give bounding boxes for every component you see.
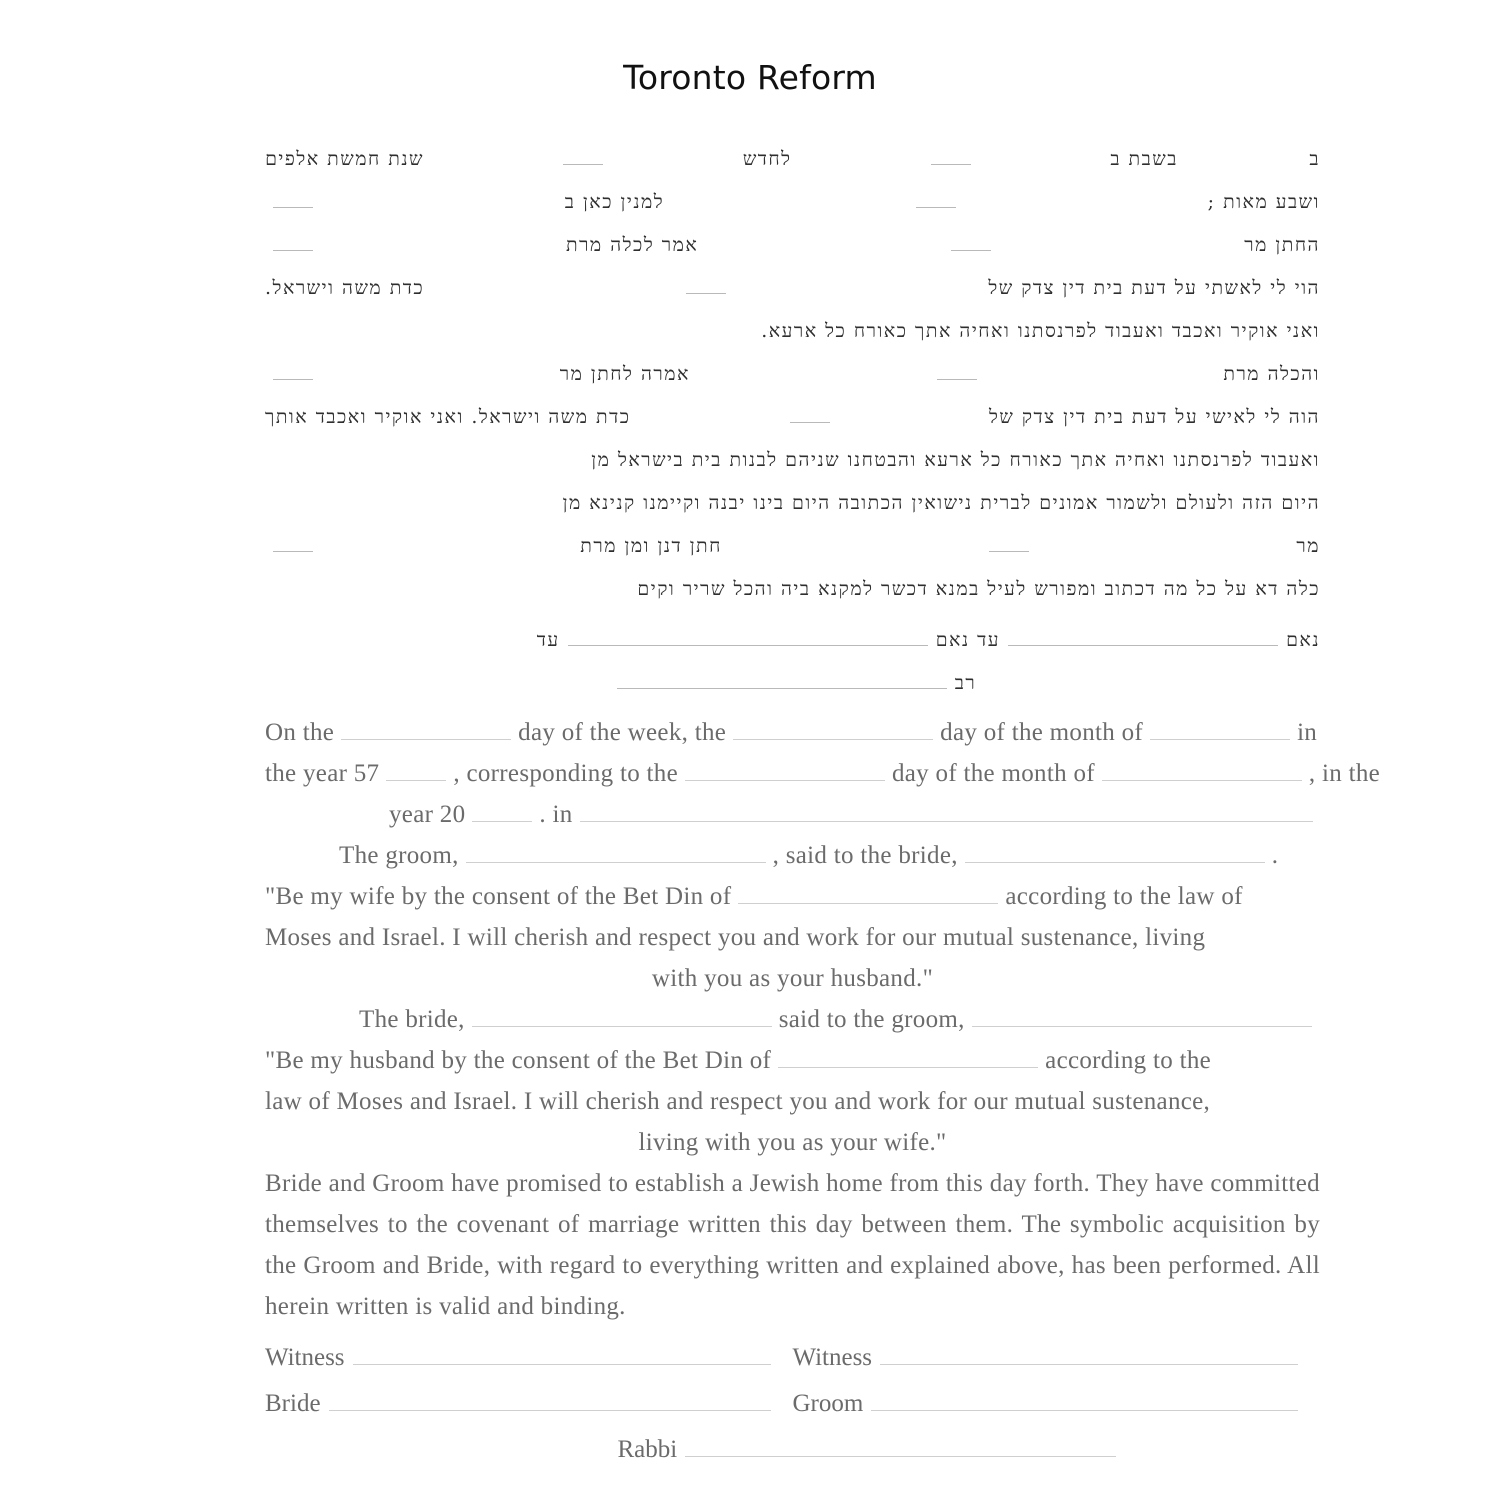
hebrew-witness-label-2: עד נאם — [935, 629, 1001, 651]
hebrew-rabbi-row — [265, 668, 1320, 695]
hebrew-text: אמר לכלה מרת — [566, 234, 699, 256]
english-closing-paragraph: Bride and Groom have promised to establish a Jewish home from this day forth. They have committed themselves to the covenant of marriage written this day between them. The symbolic acquisition by the Groom and Bride, with regard to everything written and explained above, has been performed. All herein written is valid and binding. — [265, 1170, 1320, 1320]
english-text: day of the month of — [891, 760, 1095, 787]
english-text: On the — [265, 719, 335, 746]
witness-right-field[interactable] — [793, 1340, 1321, 1372]
groom-field[interactable] — [793, 1386, 1321, 1418]
day-of-week-blank[interactable] — [341, 715, 511, 740]
hebrew-text: בשבת ב — [1110, 148, 1178, 170]
witness-right-line[interactable] — [880, 1340, 1298, 1365]
english-text: , corresponding to the — [453, 760, 678, 787]
hebrew-line-1 — [265, 140, 1320, 178]
bride-field[interactable] — [265, 1386, 793, 1418]
civil-day-blank[interactable] — [685, 756, 885, 781]
english-text: The bride, — [359, 1006, 465, 1033]
groom-betdin-blank[interactable] — [738, 879, 998, 904]
fill-in-blank[interactable] — [937, 359, 977, 380]
hebrew-text-block — [265, 140, 1320, 613]
hebrew-text: כלה דא על כל מה דכתוב ומפורש לעיל במנא דכשר למקנא ביה והכל שריר וקים — [637, 578, 1320, 600]
hebrew-line-10 — [265, 527, 1320, 565]
english-bride-line — [265, 999, 1320, 1040]
hebrew-text: החתן מר — [1244, 234, 1320, 256]
fill-in-blank[interactable] — [916, 187, 956, 208]
bride-name-blank-2[interactable] — [472, 1002, 772, 1027]
fill-in-blank[interactable] — [273, 187, 313, 208]
fill-in-blank[interactable] — [931, 144, 971, 165]
hebrew-text: חתן דנן ומן מרת — [580, 535, 722, 557]
hebrew-line-6 — [265, 355, 1320, 393]
witness-signature-blank[interactable] — [568, 625, 928, 646]
hebrew-text: ואעבוד לפרנסתנו ואחיה אתך כאורח כל ארעא והבטחנו שניהם לבנות בית בישראל מן — [591, 449, 1320, 471]
english-text: year 20 — [389, 801, 466, 828]
english-text: . in — [539, 801, 573, 828]
signature-row-rabbi — [265, 1432, 1320, 1464]
english-bride-vow-line-1 — [265, 1040, 1320, 1081]
english-bride-vow-line-2 — [265, 1081, 1320, 1122]
english-groom-line — [265, 835, 1320, 876]
english-text: with you as your husband." — [651, 965, 934, 992]
civil-month-blank[interactable] — [1102, 756, 1302, 781]
fill-in-blank[interactable] — [273, 230, 313, 251]
english-text: The groom, — [339, 842, 459, 869]
hebrew-text: למנין כאן ב — [564, 191, 665, 213]
groom-label: Groom — [792, 1390, 864, 1417]
hebrew-witness-row — [265, 625, 1320, 652]
hebrew-text: כדת משה וישראל. ואני אוקיר ואכבד אותך — [265, 406, 631, 428]
bride-name-blank[interactable] — [965, 838, 1265, 863]
fill-in-blank[interactable] — [790, 402, 830, 423]
english-text: day of the month of — [940, 719, 1144, 746]
rabbi-field[interactable] — [618, 1432, 1138, 1464]
signature-area — [265, 1340, 1320, 1478]
hebrew-text: ואני אוקיר ואכבד ואעבוד לפרנסתנו ואחיה אתך כאורח כל ארעא. — [761, 320, 1320, 342]
bride-betdin-blank[interactable] — [778, 1043, 1038, 1068]
english-date-line-3 — [265, 794, 1320, 835]
groom-name-blank[interactable] — [466, 838, 766, 863]
hebrew-line-5 — [265, 312, 1320, 350]
hebrew-witness-label-1: נאם — [1286, 629, 1320, 651]
english-text: said to the groom, — [778, 1006, 965, 1033]
english-text-block — [265, 712, 1381, 1327]
english-text: , in the — [1308, 760, 1381, 787]
hebrew-text: לחדש — [742, 148, 792, 170]
hebrew-text: ושבע מאות ; — [1207, 191, 1320, 213]
hebrew-line-11 — [265, 570, 1320, 608]
signature-row-couple — [265, 1386, 1320, 1418]
rabbi-signature-blank[interactable] — [617, 668, 947, 689]
hebrew-text: הוי לי לאשתי על דעת בית דין צדק של — [988, 277, 1320, 299]
hebrew-text: כדת משה וישראל. — [265, 277, 425, 299]
bride-line[interactable] — [329, 1386, 771, 1411]
civil-year-blank[interactable] — [472, 797, 532, 822]
english-text: law of Moses and Israel. I will cherish and respect you and work for our mutual sustenance, — [265, 1088, 1211, 1115]
hebrew-text: הוה לי לאישי על דעת בית דין צדק של — [988, 406, 1320, 428]
english-text: according to the law of — [1005, 883, 1243, 910]
hebrew-rabbi-label: רב — [954, 672, 977, 694]
fill-in-blank[interactable] — [989, 531, 1029, 552]
hebrew-text: ב — [1309, 148, 1320, 170]
english-date-line-1 — [265, 712, 1320, 753]
fill-in-blank[interactable] — [951, 230, 991, 251]
page-title: Toronto Reform — [623, 58, 877, 97]
english-text: the year 57 — [265, 760, 380, 787]
english-text: , said to the bride, — [772, 842, 958, 869]
fill-in-blank[interactable] — [273, 531, 313, 552]
hebrew-line-2 — [265, 183, 1320, 221]
english-text: Moses and Israel. I will cherish and respect you and work for our mutual sustenance, living — [265, 924, 1206, 951]
hebrew-text: שנת חמשת אלפים — [265, 148, 424, 170]
english-groom-vow-line-2 — [265, 917, 1320, 958]
english-text: . — [1271, 842, 1279, 869]
witness-left-field[interactable] — [265, 1340, 793, 1372]
bride-label: Bride — [265, 1390, 321, 1417]
hebrew-year-blank[interactable] — [386, 756, 446, 781]
hebrew-line-8 — [265, 441, 1320, 479]
fill-in-blank[interactable] — [563, 144, 603, 165]
fill-in-blank[interactable] — [686, 273, 726, 294]
hebrew-month-blank[interactable] — [1150, 715, 1290, 740]
hebrew-text: מר — [1296, 535, 1320, 557]
fill-in-blank[interactable] — [273, 359, 313, 380]
english-date-line-2 — [265, 753, 1381, 794]
witness-right-label: Witness — [792, 1344, 873, 1371]
hebrew-line-9 — [265, 484, 1320, 522]
english-groom-vow-line-1 — [265, 876, 1320, 917]
signature-row-witnesses — [265, 1340, 1320, 1372]
city-blank[interactable] — [580, 797, 1313, 822]
english-text: living with you as your wife." — [638, 1129, 947, 1156]
english-text: "Be my wife by the consent of the Bet Din of — [265, 883, 732, 910]
rabbi-line[interactable] — [685, 1432, 1115, 1457]
hebrew-line-7 — [265, 398, 1320, 436]
english-text: "Be my husband by the consent of the Bet Din of — [265, 1047, 772, 1074]
hebrew-line-3 — [265, 226, 1320, 264]
hebrew-text: והכלה מרת — [1223, 363, 1320, 385]
english-text: in — [1297, 719, 1318, 746]
hebrew-text: היום הזה ולעולם ולשמור אמונים לברית נישואין הכתובה היום בינו יבנה וקיימנו קנינא מן — [562, 492, 1320, 514]
hebrew-text: אמרה לחתן מר — [559, 363, 690, 385]
english-text: according to the — [1045, 1047, 1212, 1074]
witness-left-label: Witness — [265, 1344, 345, 1371]
english-groom-vow-line-3 — [265, 958, 1320, 999]
day-of-month-blank[interactable] — [733, 715, 933, 740]
groom-line[interactable] — [871, 1386, 1298, 1411]
witness-signature-blank[interactable] — [1008, 625, 1278, 646]
hebrew-line-4 — [265, 269, 1320, 307]
witness-left-line[interactable] — [353, 1340, 771, 1365]
groom-name-blank-2[interactable] — [972, 1002, 1312, 1027]
hebrew-witness-label-3: עד — [536, 629, 560, 651]
english-text: day of the week, the — [518, 719, 727, 746]
english-bride-vow-line-3 — [265, 1122, 1320, 1163]
rabbi-label: Rabbi — [617, 1436, 678, 1463]
